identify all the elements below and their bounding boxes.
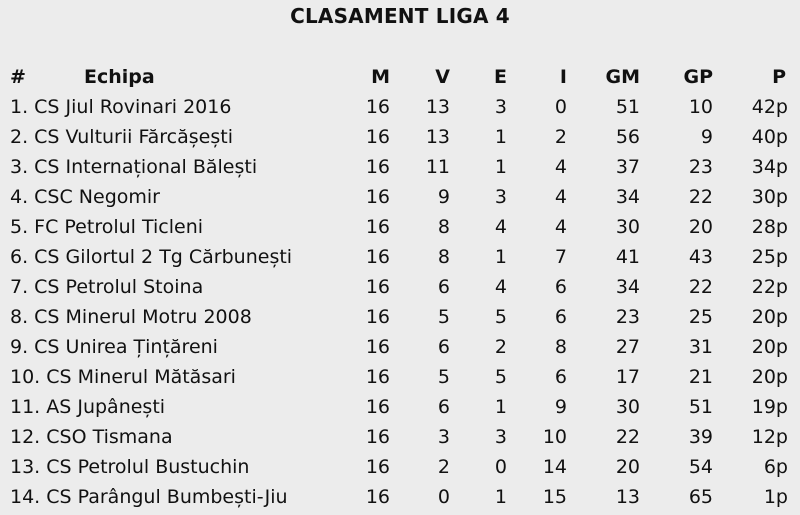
cell-matches: 16: [365, 276, 390, 298]
cell-points: 40p: [751, 126, 788, 148]
cell-wins: 3: [437, 426, 450, 448]
cell-losses: 6: [554, 276, 567, 298]
cell-points: 12p: [751, 426, 788, 448]
cell-draws: 3: [494, 96, 507, 118]
cell-draws: 3: [494, 186, 507, 208]
cell-losses: 4: [554, 216, 567, 238]
cell-points: 30p: [751, 186, 788, 208]
cell-goals-against: 22: [688, 186, 713, 208]
cell-goals-for: 20: [615, 456, 640, 478]
table-row: [10, 482, 796, 512]
cell-points: 20p: [751, 306, 788, 328]
cell-matches: 16: [365, 486, 390, 508]
cell-losses: 10: [542, 426, 567, 448]
cell-goals-for: 51: [615, 96, 640, 118]
cell-matches: 16: [365, 456, 390, 478]
cell-wins: 6: [437, 276, 450, 298]
cell-goals-for: 41: [615, 246, 640, 268]
cell-goals-for: 17: [615, 366, 640, 388]
cell-goals-against: 23: [688, 156, 713, 178]
table-row: [10, 362, 796, 392]
table-row: [10, 152, 796, 182]
cell-goals-against: 22: [688, 276, 713, 298]
cell-goals-for: 37: [615, 156, 640, 178]
cell-losses: 2: [554, 126, 567, 148]
table-row: [10, 242, 796, 272]
cell-points: 22p: [751, 276, 788, 298]
cell-team: 8. CS Minerul Motru 2008: [10, 306, 252, 328]
header-team: [10, 62, 354, 92]
header-matches: M: [371, 66, 390, 88]
cell-losses: 15: [542, 486, 567, 508]
cell-team: 14. CS Parângul Bumbești-Jiu: [10, 486, 288, 508]
cell-wins: 8: [437, 246, 450, 268]
cell-goals-against: 65: [688, 486, 713, 508]
cell-matches: 16: [365, 336, 390, 358]
standings-table: [10, 62, 796, 512]
cell-team: 1. CS Jiul Rovinari 2016: [10, 96, 232, 118]
cell-matches: 16: [365, 246, 390, 268]
cell-draws: 4: [494, 216, 507, 238]
cell-wins: 11: [425, 156, 450, 178]
cell-points: 6p: [763, 456, 788, 478]
cell-points: 1p: [763, 486, 788, 508]
cell-team: 3. CS Internațional Bălești: [10, 156, 258, 178]
table-row: [10, 122, 796, 152]
cell-points: 25p: [751, 246, 788, 268]
cell-draws: 1: [494, 486, 507, 508]
table-row: [10, 392, 796, 422]
cell-wins: 2: [437, 456, 450, 478]
cell-goals-against: 9: [700, 126, 713, 148]
cell-matches: 16: [365, 156, 390, 178]
cell-points: 20p: [751, 366, 788, 388]
cell-matches: 16: [365, 96, 390, 118]
cell-goals-for: 34: [615, 186, 640, 208]
cell-goals-against: 31: [688, 336, 713, 358]
cell-losses: 4: [554, 186, 567, 208]
cell-losses: 4: [554, 156, 567, 178]
cell-matches: 16: [365, 186, 390, 208]
cell-draws: 1: [494, 246, 507, 268]
header-points: P: [772, 66, 786, 88]
cell-points: 20p: [751, 336, 788, 358]
header-draws: E: [494, 66, 507, 88]
header-team-label: Echipa: [84, 66, 155, 88]
cell-points: 34p: [751, 156, 788, 178]
cell-goals-against: 25: [688, 306, 713, 328]
cell-wins: 6: [437, 336, 450, 358]
cell-wins: 9: [437, 186, 450, 208]
cell-draws: 2: [494, 336, 507, 358]
cell-draws: 5: [494, 366, 507, 388]
cell-wins: 6: [437, 396, 450, 418]
cell-team: 6. CS Gilortul 2 Tg Cărbunești: [10, 246, 293, 268]
cell-goals-against: 54: [688, 456, 713, 478]
table-row: [10, 302, 796, 332]
cell-goals-for: 30: [615, 396, 640, 418]
header-goals-for: GM: [605, 66, 640, 88]
cell-team: 7. CS Petrolul Stoina: [10, 276, 204, 298]
cell-draws: 0: [494, 456, 507, 478]
cell-team: 9. CS Unirea Țințăreni: [10, 336, 218, 358]
cell-goals-for: 27: [615, 336, 640, 358]
page-title: CLASAMENT LIGA 4: [290, 4, 510, 28]
cell-goals-for: 23: [615, 306, 640, 328]
cell-matches: 16: [365, 426, 390, 448]
header-losses: I: [559, 66, 567, 88]
table-row: [10, 452, 796, 482]
cell-goals-against: 10: [688, 96, 713, 118]
cell-losses: 0: [554, 96, 567, 118]
cell-losses: 9: [554, 396, 567, 418]
cell-goals-for: 56: [615, 126, 640, 148]
cell-goals-for: 22: [615, 426, 640, 448]
cell-draws: 5: [494, 306, 507, 328]
cell-draws: 1: [494, 396, 507, 418]
cell-goals-against: 51: [688, 396, 713, 418]
cell-losses: 8: [554, 336, 567, 358]
cell-goals-against: 20: [688, 216, 713, 238]
cell-points: 42p: [751, 96, 788, 118]
cell-draws: 1: [494, 156, 507, 178]
cell-matches: 16: [365, 396, 390, 418]
header-rank: #: [10, 66, 26, 88]
cell-wins: 5: [437, 306, 450, 328]
table-row: [10, 332, 796, 362]
cell-losses: 14: [542, 456, 567, 478]
cell-team: 11. AS Jupânești: [10, 396, 166, 418]
header-goals-against: GP: [683, 66, 713, 88]
cell-goals-for: 34: [615, 276, 640, 298]
cell-wins: 8: [437, 216, 450, 238]
cell-goals-for: 13: [615, 486, 640, 508]
cell-matches: 16: [365, 366, 390, 388]
cell-draws: 4: [494, 276, 507, 298]
table-row: [10, 182, 796, 212]
cell-wins: 13: [425, 96, 450, 118]
cell-wins: 13: [425, 126, 450, 148]
table-row: [10, 272, 796, 302]
table-row: [10, 92, 796, 122]
cell-goals-for: 30: [615, 216, 640, 238]
cell-matches: 16: [365, 126, 390, 148]
cell-draws: 1: [494, 126, 507, 148]
cell-draws: 3: [494, 426, 507, 448]
cell-matches: 16: [365, 216, 390, 238]
cell-team: 4. CSC Negomir: [10, 186, 160, 208]
cell-points: 19p: [751, 396, 788, 418]
header-wins: V: [435, 66, 450, 88]
cell-losses: 7: [554, 246, 567, 268]
cell-losses: 6: [554, 366, 567, 388]
cell-wins: 5: [437, 366, 450, 388]
cell-team: 2. CS Vulturii Fărcășești: [10, 126, 233, 148]
cell-matches: 16: [365, 306, 390, 328]
cell-losses: 6: [554, 306, 567, 328]
cell-goals-against: 39: [688, 426, 713, 448]
table-row: [10, 422, 796, 452]
table-header-row: [10, 62, 796, 92]
cell-points: 28p: [751, 216, 788, 238]
cell-team: 10. CS Minerul Mătăsari: [10, 366, 236, 388]
cell-team: 13. CS Petrolul Bustuchin: [10, 456, 250, 478]
cell-team: 12. CSO Tismana: [10, 426, 173, 448]
cell-team: 5. FC Petrolul Ticleni: [10, 216, 204, 238]
table-row: [10, 212, 796, 242]
cell-goals-against: 43: [688, 246, 713, 268]
cell-wins: 0: [437, 486, 450, 508]
cell-goals-against: 21: [688, 366, 713, 388]
